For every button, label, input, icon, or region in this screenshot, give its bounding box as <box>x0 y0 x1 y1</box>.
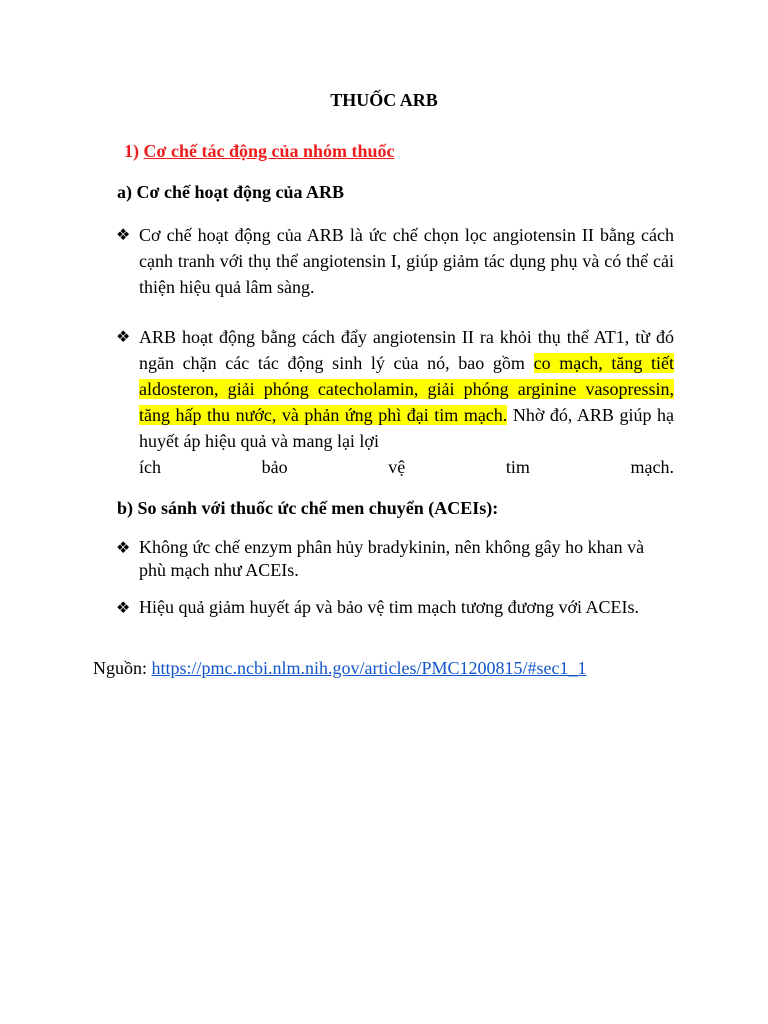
diamond-bullet-icon: ❖ <box>116 598 131 617</box>
bullet-2-text-after: Nhờ đó, ARB giúp hạ huyết áp hiệu quả và mang lại lợi <box>139 405 674 451</box>
diamond-bullet-icon: ❖ <box>116 225 131 244</box>
bullet-text-3: Không ức chế enzym phân hủy bradykinin, nên không gây ho khan và phù mạch như ACEIs. <box>139 537 645 580</box>
bullet-item-3 <box>116 536 656 582</box>
bullet-text-2 <box>139 324 674 480</box>
bullet-2-text-before: ARB hoạt động bằng cách đẩy angiotensin II ra khỏi thụ thể AT1, từ đó ngăn chặn các tác động sinh lý của nó, bao gồm <box>139 327 674 373</box>
bullet-2-last-line: ích bảo vệ tim mạch. <box>139 457 674 477</box>
bullet-item-4 <box>116 596 656 619</box>
bullet-item-2 <box>116 324 674 480</box>
bullet-text-4: Hiệu quả giảm huyết áp và bảo vệ tim mạch tương đương với ACEIs. <box>139 597 639 617</box>
diamond-bullet-icon: ❖ <box>116 538 131 557</box>
highlighted-text: co mạch, tăng tiết aldosteron, giải phóng catecholamin, giải phóng arginine vasopressin, tăng hấp thu nước, và phản ứng phì đại tim mạch. <box>139 353 675 425</box>
source-line <box>93 656 586 680</box>
section-1-number: 1) <box>124 141 139 161</box>
diamond-bullet-icon: ❖ <box>116 327 131 346</box>
source-label: Nguồn: <box>93 658 147 678</box>
bullet-item-1 <box>116 222 674 300</box>
section-1-title: Cơ chế tác động của nhóm thuốc <box>143 141 395 161</box>
document-title: THUỐC ARB <box>330 90 438 110</box>
subheading-b: b) So sánh với thuốc ức chế men chuyển (ACEIs): <box>117 498 499 518</box>
subheading-a: a) Cơ chế hoạt động của ARB <box>117 182 344 202</box>
source-link[interactable]: https://pmc.ncbi.nlm.nih.gov/articles/PMC1200815/#sec1_1 <box>151 658 587 678</box>
bullet-text-1: Cơ chế hoạt động của ARB là ức chế chọn lọc angiotensin II bằng cách cạnh tranh với thụ thể angiotensin I, giúp giảm tác dụng phụ và có thể cải thiện hiệu quả lâm sàng. <box>139 225 674 297</box>
section-1-heading <box>124 139 394 163</box>
